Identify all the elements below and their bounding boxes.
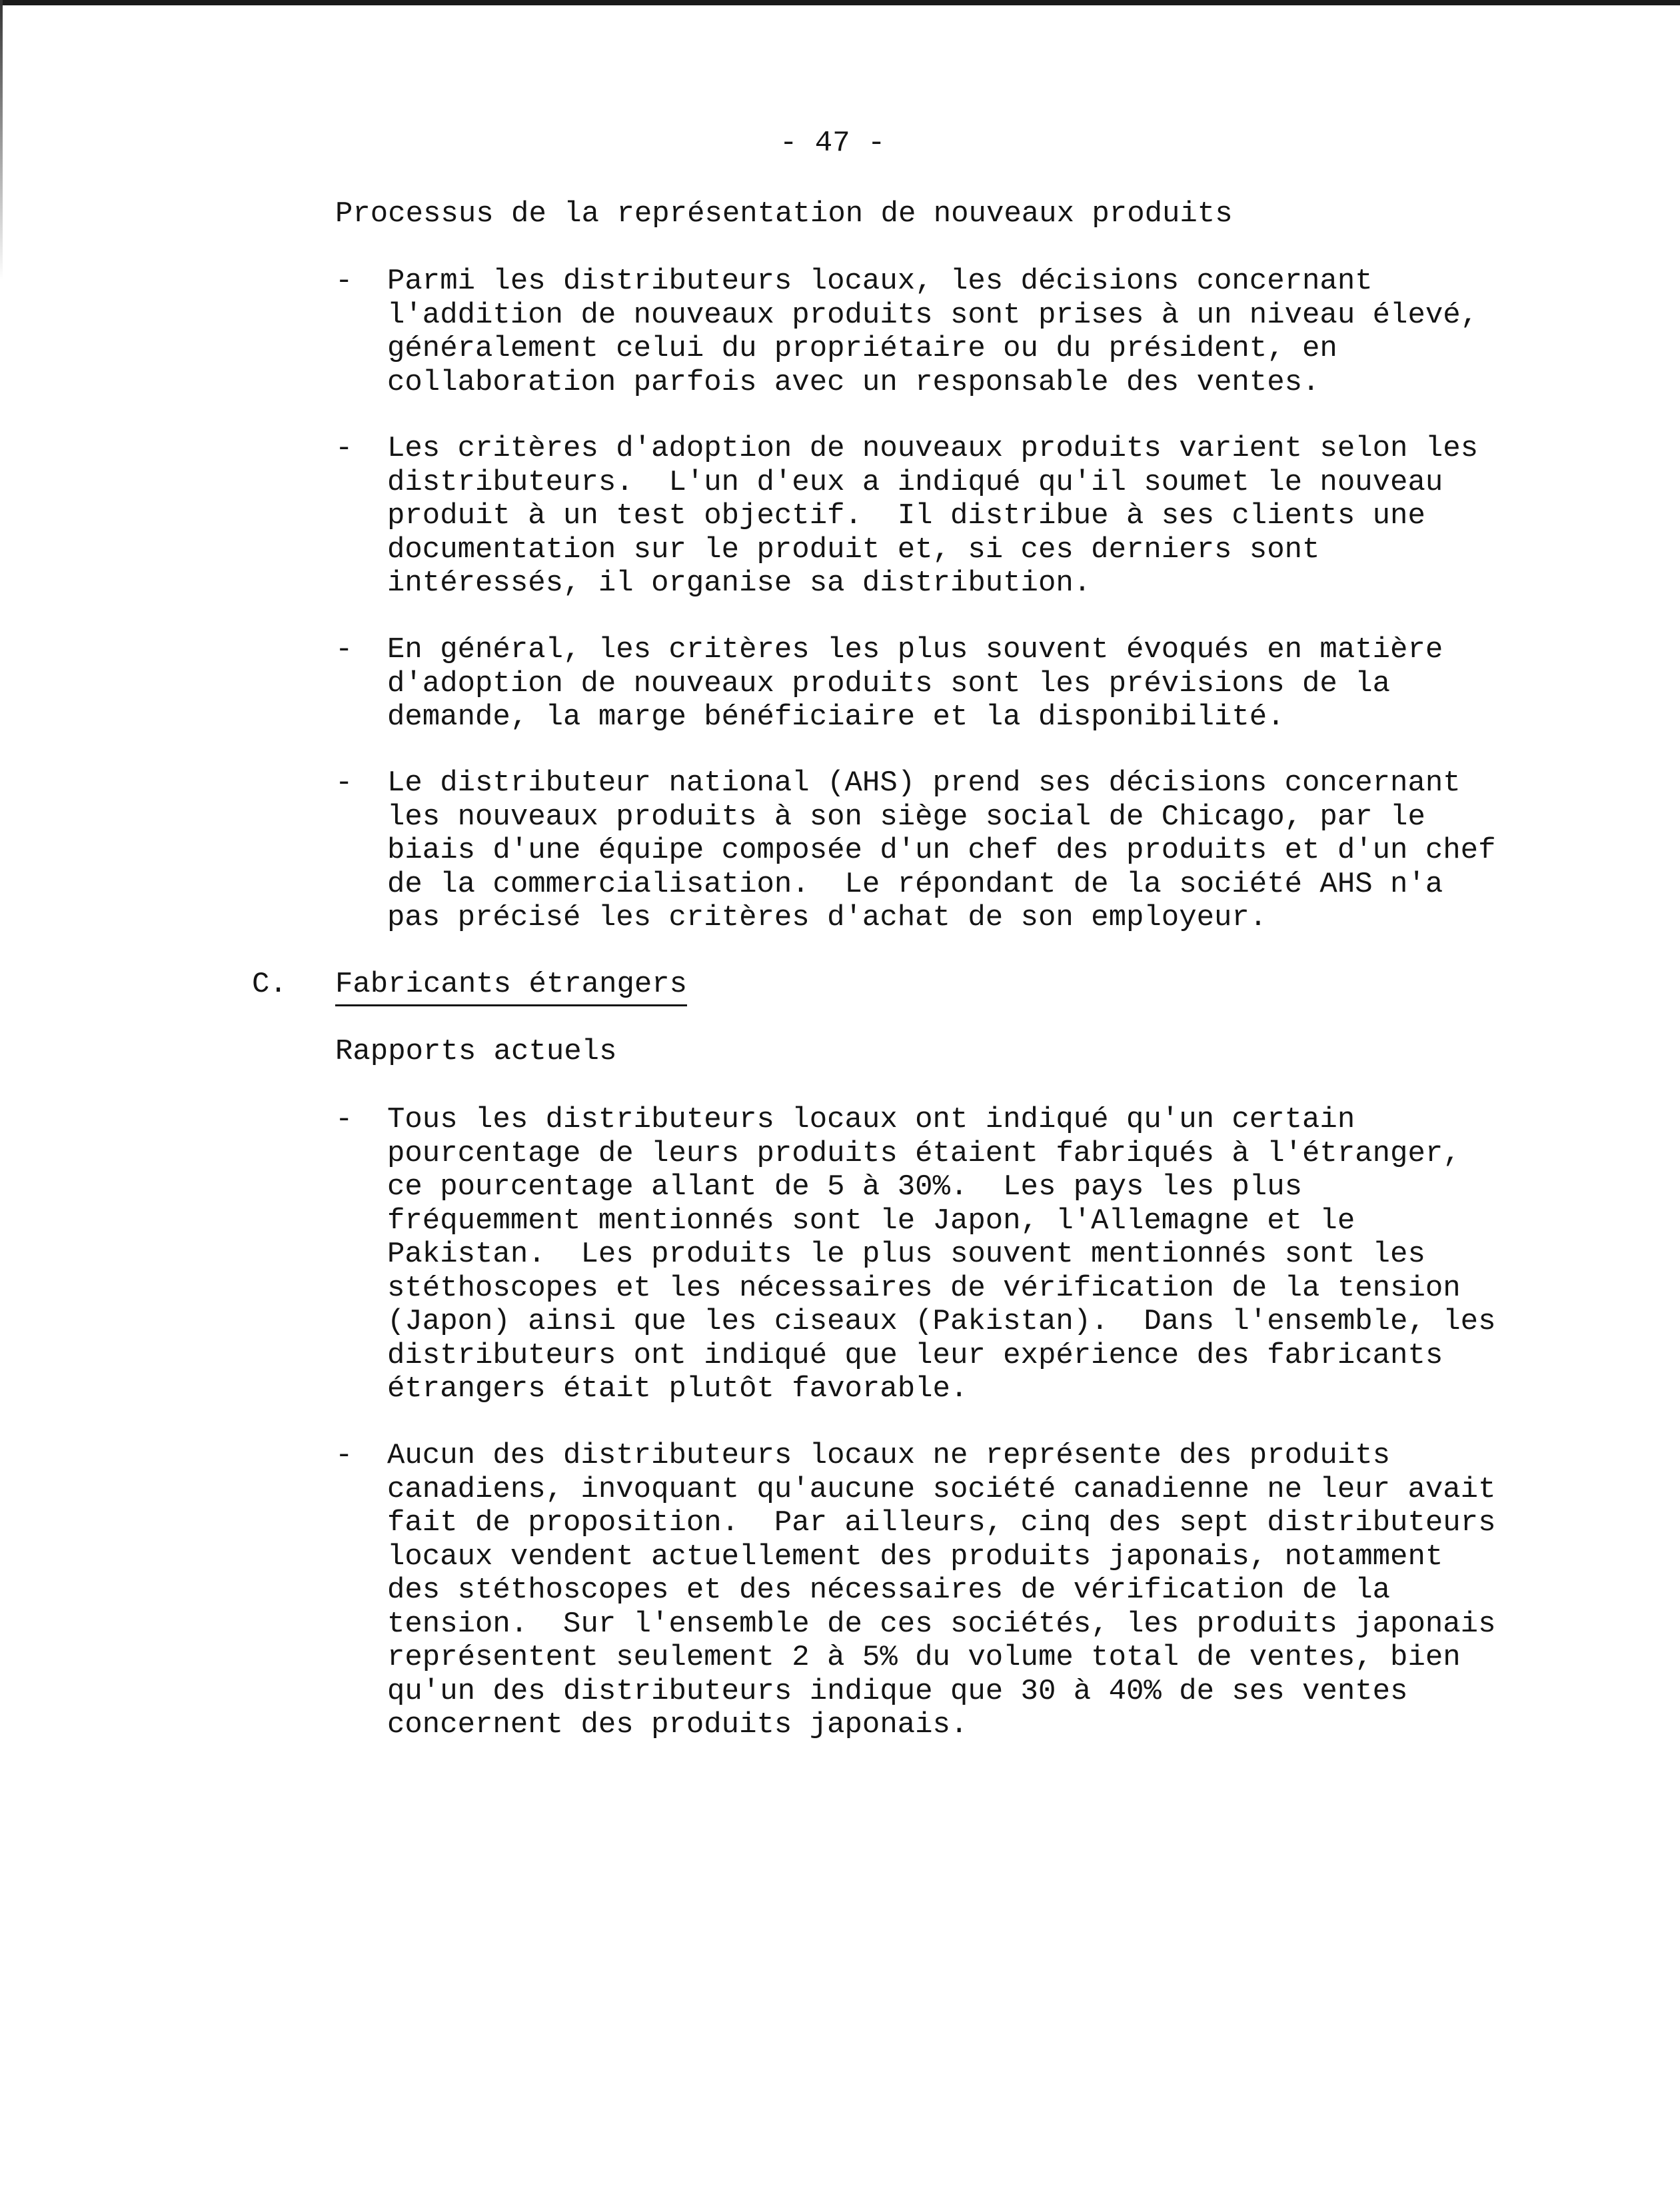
top-scan-edge [0,0,1680,5]
subsection-heading-current-relations: Rapports actuels [335,1035,617,1068]
bullet-marker: - [335,265,353,298]
bullet-marker: - [335,633,353,666]
bullet-marker: - [335,432,353,465]
paragraph-new-products-3: En général, les critères les plus souvent évoqués en matière d'adoption de nouveaux produits sont les prévisions de la demande, la marge bénéficiaire et la disponibilité. [387,633,1443,734]
subsection-heading-new-products: Processus de la représentation de nouveaux produits [335,197,1233,231]
bullet-marker: - [335,1103,353,1136]
paragraph-new-products-4: Le distributeur national (AHS) prend ses décisions concernant les nouveaux produits à son siège social de Chicago, par le biais d'une équipe composée d'un chef des produits et d'un chef de la commercialisation. Le répondant de la société AHS n'a pas précisé les critères d'achat de son employeur. [387,766,1496,934]
bullet-marker: - [335,766,353,800]
paragraph-new-products-2: Les critères d'adoption de nouveaux produits varient selon les distributeurs. L'un d'eux a indiqué qu'il soumet le nouveau produit à un test objectif. Il distribue à ses clients une documentation sur le produit et, si ces derniers sont intéressés, il organise sa distribution. [387,432,1479,600]
left-scan-edge [0,0,3,280]
page-number: - 47 - [780,127,886,160]
section-letter: C. [252,968,287,1001]
section-title: Fabricants étrangers [335,968,687,1006]
paragraph-new-products-1: Parmi les distributeurs locaux, les décisions concernant l'addition de nouveaux produits sont prises à un niveau élevé, généralement celui du propriétaire ou du président, en collaboration parfois avec un responsable des ventes. [387,265,1479,399]
bullet-marker: - [335,1439,353,1472]
paragraph-foreign-manufacturers-2: Aucun des distributeurs locaux ne représente des produits canadiens, invoquant qu'aucune société canadienne ne leur avait fait de proposition. Par ailleurs, cinq des sept distributeurs locaux vendent actuellement des produits japonais, notamment des stéthoscopes et des nécessaires de vérification de la tension. Sur l'ensemble de ces sociétés, les produits japonais représentent seulement 2 à 5% du volume total de ventes, bien qu'un des distributeurs indique que 30 à 40% de ses ventes concernent des produits japonais. [387,1439,1496,1741]
paragraph-foreign-manufacturers-1: Tous les distributeurs locaux ont indiqué qu'un certain pourcentage de leurs produits étaient fabriqués à l'étranger, ce pourcentage allant de 5 à 30%. Les pays les plus fréquemment mentionnés sont le Japon, l'Allemagne et le Pakistan. Les produits le plus souvent mentionnés sont les stéthoscopes et les nécessaires de vérification de la tension (Japon) ainsi que les ciseaux (Pakistan). Dans l'ensemble, les distributeurs ont indiqué que leur expérience des fabricants étrangers était plutôt favorable. [387,1103,1496,1406]
